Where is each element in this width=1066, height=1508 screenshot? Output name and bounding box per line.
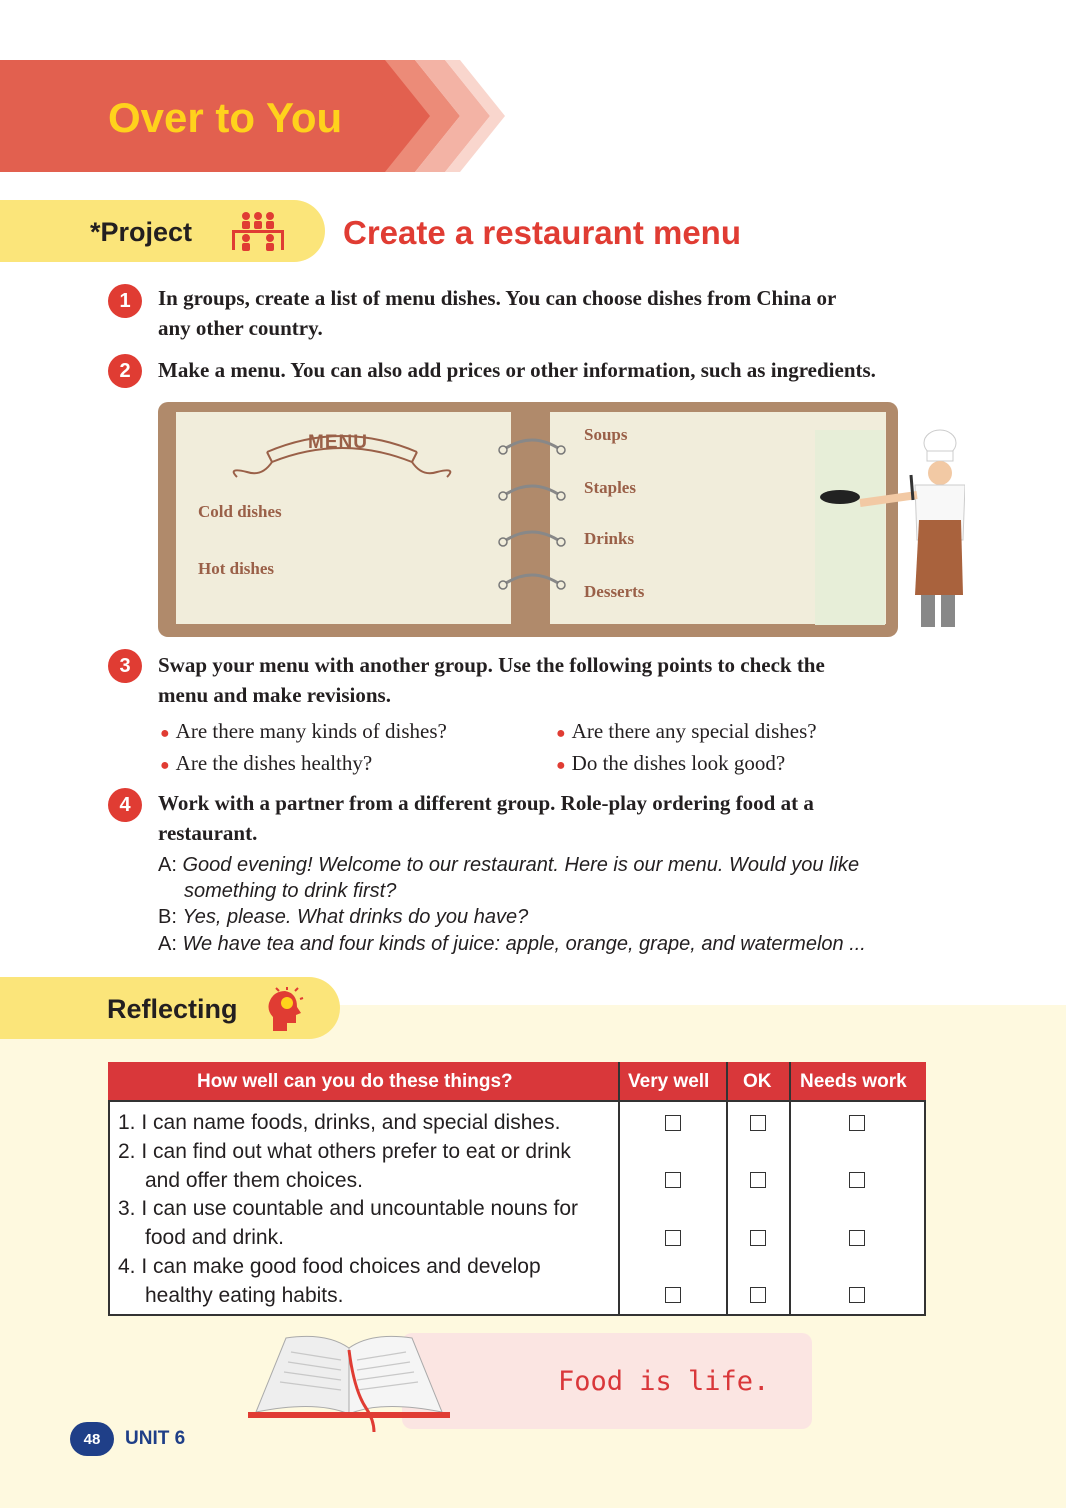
menu-title: MENU	[308, 432, 368, 453]
reflecting-label: Reflecting	[107, 994, 238, 1024]
menu-category: Soups	[584, 425, 628, 444]
step-number: 1	[108, 284, 142, 318]
step-text: Swap your menu with another group. Use the following points to check the menu and make revisions.	[158, 653, 825, 707]
open-book-icon	[246, 1330, 452, 1435]
step-text: Make a menu. You can also add prices or other information, such as ingredients.	[158, 358, 876, 382]
unit-label: UNIT 6	[125, 1428, 186, 1449]
dialogue-line: A: Good evening! Welcome to our restaurant. Here is our menu. Would you like	[158, 854, 860, 876]
dialogue-line: B: Yes, please. What drinks do you have?	[158, 906, 529, 928]
motto-quote: Food is life.	[558, 1366, 770, 1397]
checkpoint-item: ● Are there any special dishes?	[556, 719, 817, 743]
page-number: 48	[70, 1422, 114, 1456]
column-header: Needs work	[800, 1071, 907, 1092]
checkpoint-item: ● Do the dishes look good?	[556, 751, 786, 775]
checkpoint-item: ● Are the dishes healthy?	[160, 751, 373, 775]
binder-rings-icon	[495, 430, 570, 600]
checkpoint-item: ● Are there many kinds of dishes?	[160, 719, 447, 743]
chevron-arrows-icon	[355, 60, 505, 172]
table-row: 1. I can name foods, drinks, and special dishes.	[118, 1111, 561, 1134]
page-title: Over to You	[108, 94, 343, 141]
group-people-icon	[230, 210, 286, 252]
step-text: Work with a partner from a different group. Role-play ordering food at a restaurant.	[158, 791, 814, 845]
checkbox-needs-work[interactable]	[849, 1172, 865, 1188]
dialogue-line-cont: something to drink first?	[184, 880, 397, 902]
column-header: How well can you do these things?	[197, 1071, 513, 1092]
menu-category: Desserts	[584, 582, 645, 601]
menu-category: Staples	[584, 478, 636, 497]
menu-category: Hot dishes	[198, 559, 275, 578]
step-number: 3	[108, 649, 142, 683]
column-header: Very well	[628, 1071, 710, 1092]
table-divider	[108, 1100, 926, 1102]
table-row: 2. I can find out what others prefer to eat or drink and offer them choices.	[118, 1140, 571, 1192]
checkbox-ok[interactable]	[750, 1172, 766, 1188]
chef-icon	[815, 425, 965, 637]
checkbox-needs-work[interactable]	[849, 1287, 865, 1303]
table-row: 3. I can use countable and uncountable nouns for food and drink.	[118, 1197, 579, 1249]
step-number: 4	[108, 788, 142, 822]
checkbox-ok[interactable]	[750, 1287, 766, 1303]
checkbox-very-well[interactable]	[665, 1172, 681, 1188]
column-header: OK	[743, 1071, 772, 1092]
checkbox-ok[interactable]	[750, 1115, 766, 1131]
menu-category: Cold dishes	[198, 502, 282, 521]
menu-category: Drinks	[584, 529, 635, 548]
project-title: Create a restaurant menu	[343, 214, 741, 251]
checkbox-very-well[interactable]	[665, 1287, 681, 1303]
project-label: *Project	[90, 217, 193, 247]
step-text: In groups, create a list of menu dishes. You can choose dishes from China or any other country.	[158, 286, 837, 340]
checkbox-needs-work[interactable]	[849, 1115, 865, 1131]
checkbox-very-well[interactable]	[665, 1230, 681, 1246]
lightbulb-head-icon	[265, 985, 305, 1033]
dialogue-line: A: We have tea and four kinds of juice: apple, orange, grape, and watermelon ...	[158, 933, 866, 955]
checkbox-ok[interactable]	[750, 1230, 766, 1246]
checkbox-needs-work[interactable]	[849, 1230, 865, 1246]
checkbox-very-well[interactable]	[665, 1115, 681, 1131]
table-row: 4. I can make good food choices and develop healthy eating habits.	[118, 1255, 541, 1307]
step-number: 2	[108, 354, 142, 388]
